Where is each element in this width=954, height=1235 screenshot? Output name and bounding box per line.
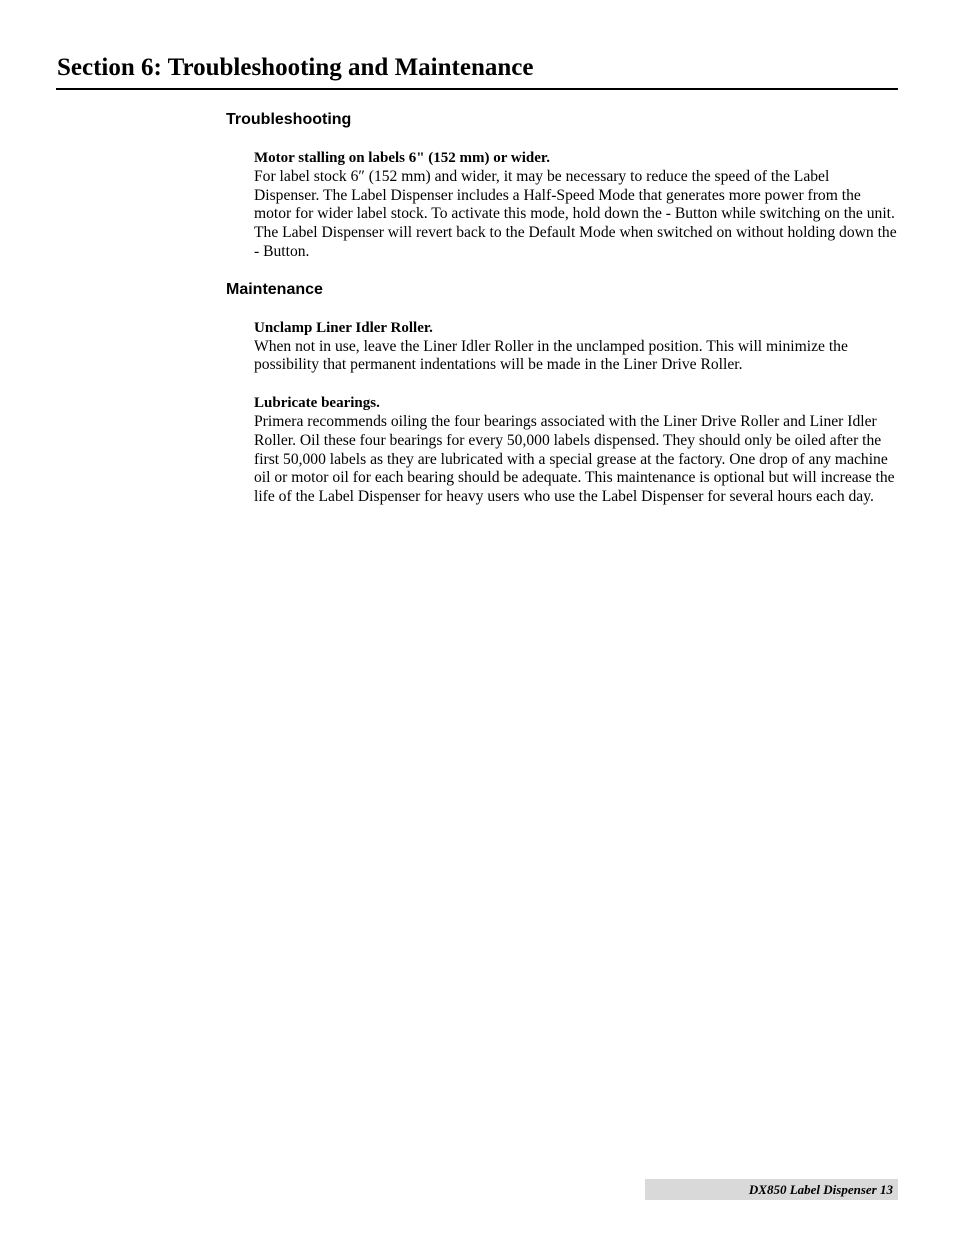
troubleshooting-item xyxy=(254,149,898,262)
maintenance-item-title: Unclamp Liner Idler Roller. xyxy=(254,319,433,336)
maintenance-item-lubricate xyxy=(254,394,898,507)
maintenance-item-title: Lubricate bearings. xyxy=(254,395,380,412)
maintenance-heading: Maintenance xyxy=(226,280,323,298)
maintenance-item-body: Primera recommends oiling the four bearings associated with the Liner Drive Roller and Liner Idler Roller. Oil these four bearings for every 50,000 labels dispensed. They should only be oiled after the first 50,000 labels as they are lubricated with a special grease at the factory. One drop of any machine oil or motor oil for each bearing should be adequate. This maintenance is optional but will increase the life of the Label Dispenser for heavy users who use the Label Dispenser for several hours each day. xyxy=(254,412,895,506)
maintenance-item-body: When not in use, leave the Liner Idler Roller in the unclamped position. This will minimize the possibility that permanent indentations will be made in the Liner Drive Roller. xyxy=(254,337,848,374)
page-title: Section 6: Troubleshooting and Maintenance xyxy=(57,54,534,81)
troubleshooting-heading: Troubleshooting xyxy=(226,111,352,128)
troubleshooting-item-body: For label stock 6″ (152 mm) and wider, it may be necessary to reduce the speed of the Label Dispenser. The Label Dispenser includes a Half-Speed Mode that generates more power from the motor for wider label stock. To activate this mode, hold down the - Button while switching on the unit. The Label Dispenser will revert back to the Default Mode when switched on without holding down the - Button. xyxy=(254,167,897,260)
title-divider xyxy=(56,88,898,90)
maintenance-item-unclamp xyxy=(254,319,898,375)
page-footer: DX850 Label Dispenser 13 xyxy=(645,1179,898,1200)
main-content xyxy=(226,110,898,507)
troubleshooting-item-title: Motor stalling on labels 6" (152 mm) or wider. xyxy=(254,150,550,166)
